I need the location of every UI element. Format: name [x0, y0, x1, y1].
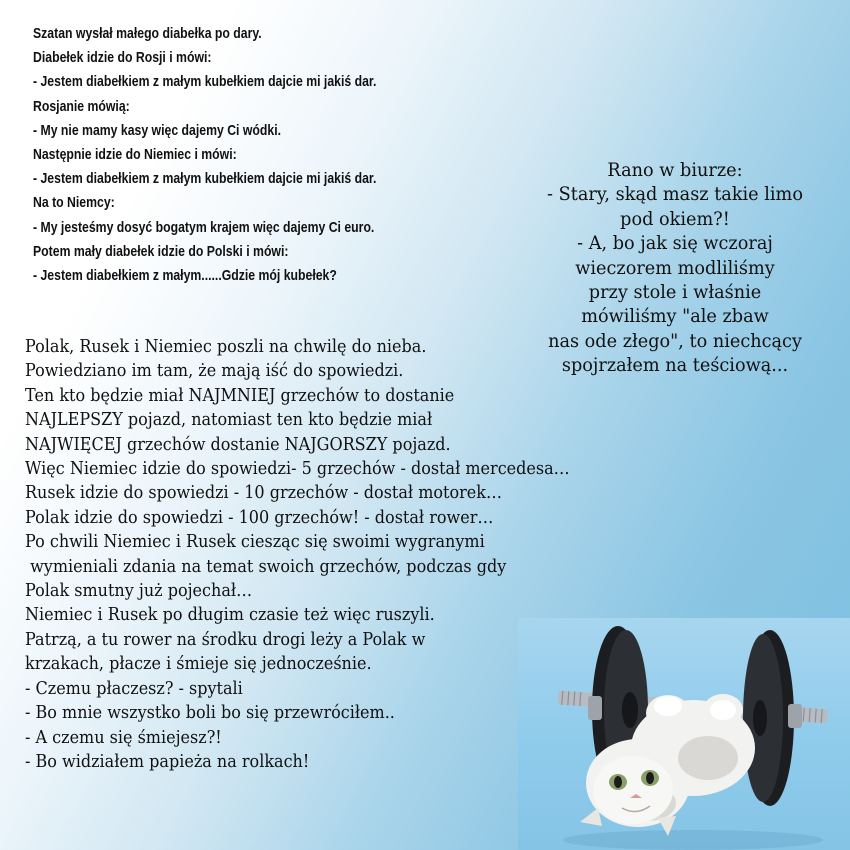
- joke-line: Polak smutny już pojechał…: [25, 580, 253, 602]
- joke-line: krzakach, płacze i śmieje się jednocześnie.: [25, 653, 372, 675]
- joke-line: - Czemu płaczesz? - spytali: [25, 677, 243, 699]
- joke-line: Na to Niemcy:: [33, 195, 115, 212]
- joke-line: wymieniali zdania na temat swoich grzechów, podczas gdy: [25, 555, 507, 577]
- joke-line: - My jesteśmy dosyć bogatym krajem więc dajemy Ci euro.: [33, 219, 375, 236]
- joke-devil-bucket: [33, 22, 428, 288]
- kitten-photo: [518, 618, 850, 850]
- joke-heaven-confession: [25, 335, 570, 774]
- joke-line: Więc Niemiec idzie do spowiedzi- 5 grzechów - dostał mercedesa…: [25, 458, 570, 480]
- joke-line: - A, bo jak się wczoraj: [577, 232, 773, 255]
- joke-line: Ten kto będzie miał NAJMNIEJ grzechów to dostanie: [25, 384, 455, 406]
- joke-line: spojrzałem na teściową...: [561, 354, 789, 377]
- joke-line: przy stole i właśnie: [588, 281, 762, 304]
- joke-line: mówiliśmy "ale zbaw: [581, 305, 769, 328]
- joke-line: - Bo mnie wszystko boli bo się przewróciłem..: [25, 702, 395, 724]
- joke-line: - A czemu się śmiejesz?!: [25, 726, 222, 748]
- joke-line: Po chwili Niemiec i Rusek ciesząc się swoimi wygranymi: [25, 531, 485, 553]
- joke-line: Polak idzie do spowiedzi - 100 grzechów! - dostał rower…: [25, 506, 494, 528]
- joke-line: - Jestem diabełkiem z małym kubełkiem dajcie mi jakiś dar.: [33, 74, 377, 91]
- joke-line: Niemiec i Rusek po długim czasie też więc ruszyli.: [25, 604, 435, 626]
- joke-office-morning: [531, 158, 819, 378]
- joke-line: Diabełek idzie do Rosji i mówi:: [33, 50, 212, 67]
- joke-line: - Stary, skąd masz takie limo: [547, 183, 803, 206]
- joke-line: Rusek idzie do spowiedzi - 10 grzechów - dostał motorek…: [25, 482, 502, 504]
- joke-line: Patrzą, a tu rower na środku drogi leży a Polak w: [25, 628, 426, 650]
- joke-line: Następnie idzie do Niemiec i mówi:: [33, 147, 237, 164]
- kitten-with-dumbbell-icon: [518, 618, 850, 850]
- joke-line: Potem mały diabełek idzie do Polski i mówi:: [33, 243, 289, 260]
- joke-line: NAJLEPSZY pojazd, natomiast ten kto będzie miał: [25, 409, 433, 431]
- joke-line: wieczorem modliliśmy: [575, 256, 775, 279]
- joke-line: - Jestem diabełkiem z małym......Gdzie mój kubełek?: [33, 268, 337, 285]
- joke-line: Rano w biurze:: [607, 159, 743, 181]
- joke-line: nas ode złego", to niechcący: [548, 329, 802, 352]
- joke-line: pod okiem?!: [620, 207, 730, 230]
- joke-line: NAJWIĘCEJ grzechów dostanie NAJGORSZY pojazd.: [25, 433, 451, 455]
- joke-line: - Jestem diabełkiem z małym kubełkiem dajcie mi jakiś dar.: [33, 171, 377, 188]
- joke-line: - My nie mamy kasy więc dajemy Ci wódki.: [33, 122, 282, 139]
- joke-line: Powiedziano im tam, że mają iść do spowiedzi.: [25, 360, 404, 382]
- joke-line: - Bo widziałem papieża na rolkach!: [25, 750, 310, 772]
- joke-line: Rosjanie mówią:: [33, 98, 130, 115]
- joke-line: Polak, Rusek i Niemiec poszli na chwilę do nieba.: [25, 336, 427, 357]
- joke-line: Szatan wysłał małego diabełka po dary.: [33, 26, 262, 42]
